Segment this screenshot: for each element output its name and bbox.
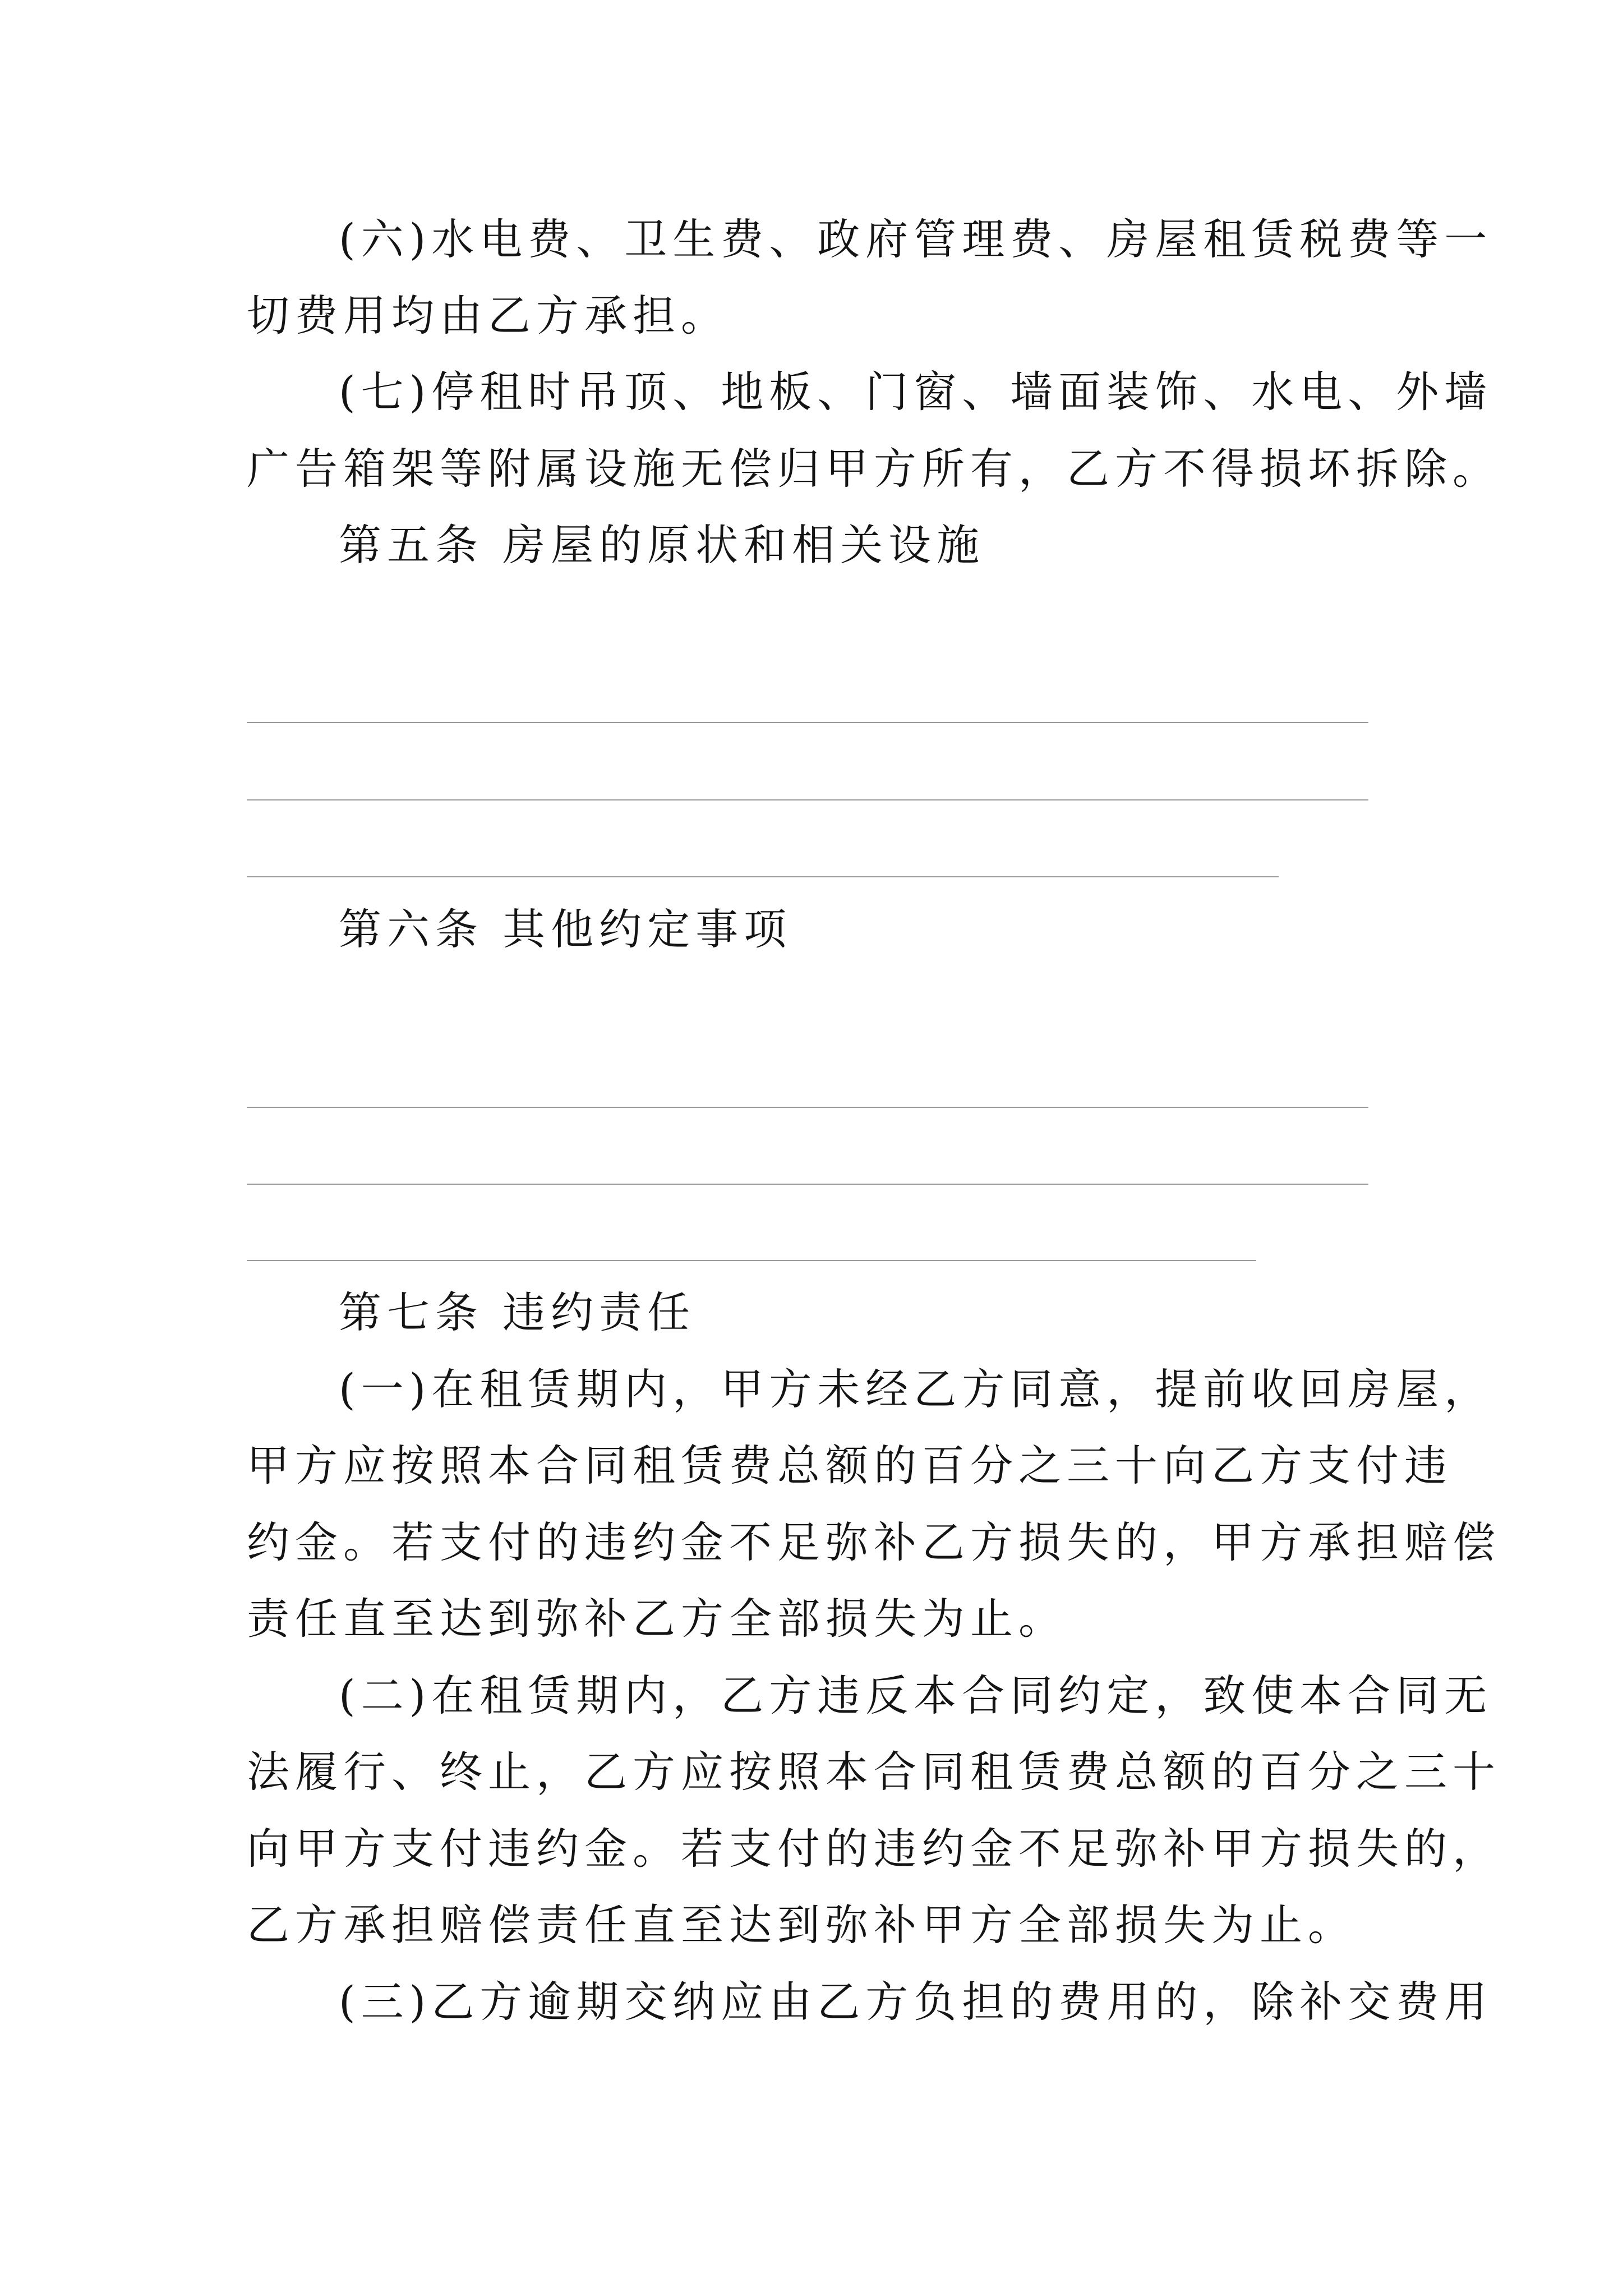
article-7-item-2-line-1: (二)在租赁期内，乙方违反本合同约定，致使本合同无 bbox=[339, 1671, 1493, 1720]
blank-fill-line bbox=[247, 876, 1279, 877]
article-7-item-1-line-1: (一)在租赁期内，甲方未经乙方同意，提前收回房屋， bbox=[339, 1364, 1493, 1414]
article-7-item-1-line-4: 责任直至达到弥补乙方全部损失为止。 bbox=[247, 1594, 1067, 1644]
blank-fill-line bbox=[247, 1260, 1256, 1261]
clause-4-6-line-1: (六)水电费、卫生费、政府管理费、房屋租赁税费等一 bbox=[339, 214, 1493, 264]
blank-fill-line bbox=[247, 1184, 1368, 1185]
article-5-heading: 第五条 房屋的原状和相关设施 bbox=[339, 520, 985, 570]
article-7-item-2-line-2: 法履行、终止，乙方应按照本合同租赁费总额的百分之三十 bbox=[247, 1747, 1501, 1797]
blank-fill-line bbox=[247, 722, 1368, 723]
article-7-item-2-line-3: 向甲方支付违约金。若支付的违约金不足弥补甲方损失的， bbox=[247, 1824, 1501, 1874]
clause-4-7-line-1: (七)停租时吊顶、地板、门窗、墙面装饰、水电、外墙 bbox=[339, 367, 1493, 417]
article-7-item-1-line-2: 甲方应按照本合同租赁费总额的百分之三十向乙方支付违 bbox=[247, 1441, 1453, 1490]
article-7-item-3-line-1: (三)乙方逾期交纳应由乙方负担的费用的，除补交费用 bbox=[339, 1977, 1493, 2027]
article-7-heading: 第七条 违约责任 bbox=[339, 1287, 696, 1337]
blank-fill-line bbox=[247, 799, 1368, 800]
article-6-heading: 第六条 其他约定事项 bbox=[339, 904, 792, 954]
clause-4-7-line-2: 广告箱架等附属设施无偿归甲方所有，乙方不得损坏拆除。 bbox=[247, 444, 1501, 494]
article-7-item-2-line-4: 乙方承担赔偿责任直至达到弥补甲方全部损失为止。 bbox=[247, 1900, 1356, 1950]
blank-fill-line bbox=[247, 1107, 1368, 1108]
article-7-item-1-line-3: 约金。若支付的违约金不足弥补乙方损失的，甲方承担赔偿 bbox=[247, 1517, 1501, 1567]
clause-4-6-line-2: 切费用均由乙方承担。 bbox=[247, 291, 729, 341]
